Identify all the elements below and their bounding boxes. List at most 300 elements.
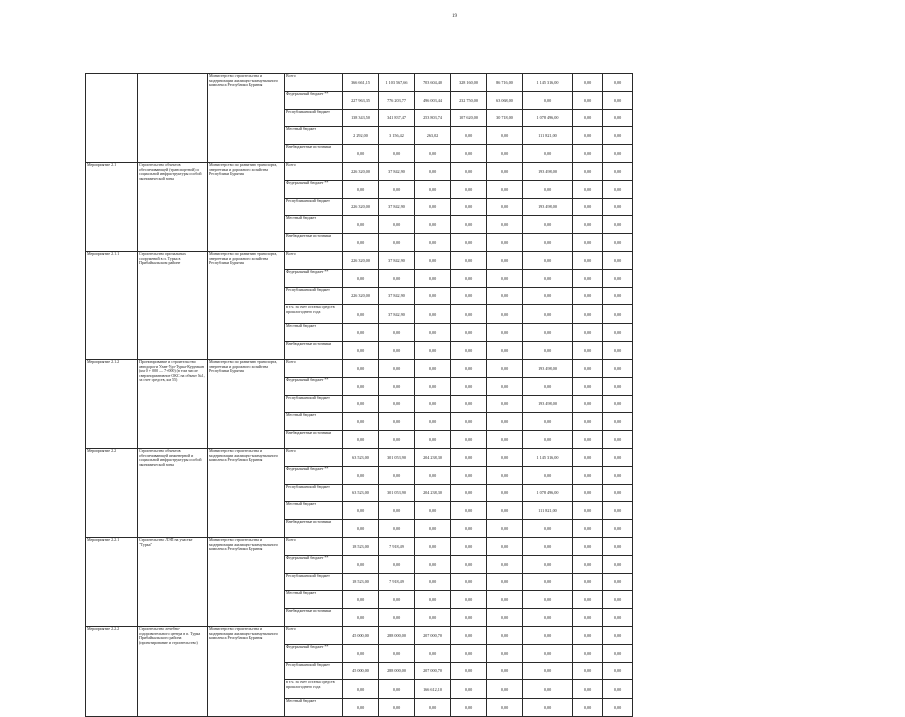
amount-cell: 232 750,00 (451, 91, 487, 109)
amount-cell: 0,00 (573, 109, 603, 127)
amount-cell: 7 918,49 (379, 537, 415, 555)
amount-cell: 0,00 (487, 162, 523, 180)
amount-cell: 193 498,00 (523, 198, 573, 216)
amount-cell: 0,00 (451, 609, 487, 627)
amount-cell: 0,00 (603, 377, 633, 395)
amount-cell: 0,00 (415, 287, 451, 305)
amount-cell: 111 821,00 (523, 502, 573, 520)
amount-cell: 37 842,90 (379, 162, 415, 180)
amount-cell: 776 203,77 (379, 91, 415, 109)
amount-cell: 0,00 (343, 359, 379, 377)
amount-cell: 0,00 (573, 644, 603, 662)
amount-cell: 0,00 (451, 448, 487, 466)
funding-source-label: Внебюджетные источники (285, 234, 343, 252)
measure-executor: Министерство по развитию транспорта, энергетики и дорожного хозяйства Республики Бурятия (208, 359, 285, 448)
amount-cell: 0,00 (573, 662, 603, 680)
amount-cell: 0,00 (487, 342, 523, 360)
amount-cell: 0,00 (573, 573, 603, 591)
amount-cell: 0,00 (451, 359, 487, 377)
amount-cell: 0,00 (343, 269, 379, 287)
measure-name: Строительство ЛЭП на участке "Турка" (138, 537, 208, 626)
amount-cell: 0,00 (487, 216, 523, 234)
amount-cell: 0,00 (415, 269, 451, 287)
amount-cell: 0,00 (451, 162, 487, 180)
amount-cell: 0,00 (451, 305, 487, 324)
amount-cell: 0,00 (603, 234, 633, 252)
amount-cell: 0,00 (451, 234, 487, 252)
amount-cell: 0,00 (415, 413, 451, 431)
amount-cell: 0,00 (343, 680, 379, 699)
amount-cell: 2 292,00 (343, 127, 379, 145)
amount-cell: 0,00 (603, 537, 633, 555)
amount-cell: 0,00 (487, 502, 523, 520)
funding-source-label: Республиканский бюджет (285, 109, 343, 127)
amount-cell: 0,00 (379, 395, 415, 413)
amount-cell: 226 320,00 (343, 287, 379, 305)
measure-executor: Министерство по развитию транспорта, энергетики и дорожного хозяйства Республики Бурятия (208, 251, 285, 359)
amount-cell: 366 661,15 (343, 74, 379, 92)
amount-cell: 0,00 (573, 234, 603, 252)
amount-cell: 0,00 (451, 520, 487, 538)
funding-source-label: Внебюджетные источники (285, 609, 343, 627)
amount-cell: 0,00 (523, 573, 573, 591)
amount-cell: 18 523,00 (343, 537, 379, 555)
amount-cell: 0,00 (415, 609, 451, 627)
amount-cell: 0,00 (603, 644, 633, 662)
amount-cell: 0,00 (603, 395, 633, 413)
measure-code: Мероприятие 2.1 (86, 162, 138, 251)
amount-cell: 0,00 (603, 520, 633, 538)
amount-cell: 0,00 (603, 680, 633, 699)
amount-cell: 0,00 (487, 180, 523, 198)
table-row (86, 359, 633, 377)
amount-cell: 0,00 (573, 74, 603, 92)
measure-code: Мероприятие 2.1.1 (86, 251, 138, 359)
amount-cell: 0,00 (343, 502, 379, 520)
funding-source-label: Местный бюджет (285, 413, 343, 431)
amount-cell: 0,00 (487, 699, 523, 717)
amount-cell: 0,00 (573, 180, 603, 198)
amount-cell: 0,00 (451, 413, 487, 431)
amount-cell: 288 000,00 (379, 626, 415, 644)
funding-source-label: Федеральный бюджет ** (285, 644, 343, 662)
amount-cell: 193 498,00 (523, 395, 573, 413)
amount-cell: 0,00 (573, 502, 603, 520)
amount-cell: 0,00 (573, 626, 603, 644)
amount-cell: 0,00 (523, 644, 573, 662)
amount-cell: 0,00 (451, 680, 487, 699)
funding-source-label: Всего (285, 74, 343, 92)
amount-cell: 301 053,90 (379, 484, 415, 502)
measure-name: Строительство объектов обеспечивающей инженерной и социальной инфраструктуры особой экономической зоны (138, 448, 208, 537)
amount-cell: 253 803,74 (415, 109, 451, 127)
amount-cell: 0,00 (415, 466, 451, 484)
amount-cell: 0,00 (603, 502, 633, 520)
amount-cell: 0,00 (573, 359, 603, 377)
amount-cell: 0,00 (603, 626, 633, 644)
amount-cell: 0,00 (451, 591, 487, 609)
amount-cell: 0,00 (603, 180, 633, 198)
amount-cell: 0,00 (487, 680, 523, 699)
amount-cell: 0,00 (603, 413, 633, 431)
amount-cell: 0,00 (415, 198, 451, 216)
amount-cell: 0,00 (523, 520, 573, 538)
measure-name: Строительство лечебно-оздоровительного центра в п. Турка Прибайкальского района (проектирование и строительство) (138, 626, 208, 716)
amount-cell: 0,00 (573, 431, 603, 449)
amount-cell: 0,00 (343, 555, 379, 573)
amount-cell: 0,00 (451, 466, 487, 484)
amount-cell: 0,00 (379, 342, 415, 360)
amount-cell: 0,00 (573, 145, 603, 163)
amount-cell: 0,00 (415, 520, 451, 538)
funding-source-label: Всего (285, 448, 343, 466)
amount-cell: 0,00 (573, 377, 603, 395)
amount-cell: 0,00 (487, 520, 523, 538)
amount-cell: 0,00 (415, 180, 451, 198)
amount-cell: 0,00 (603, 74, 633, 92)
amount-cell: 0,00 (379, 699, 415, 717)
funding-source-label: Всего (285, 251, 343, 269)
amount-cell: 1 078 496,00 (523, 109, 573, 127)
amount-cell: 0,00 (603, 609, 633, 627)
amount-cell: 0,00 (415, 145, 451, 163)
funding-source-label: Местный бюджет (285, 502, 343, 520)
amount-cell: 0,00 (415, 431, 451, 449)
funding-source-label: Республиканский бюджет (285, 484, 343, 502)
amount-cell: 0,00 (603, 162, 633, 180)
funding-source-label: Местный бюджет (285, 699, 343, 717)
amount-cell: 0,00 (343, 591, 379, 609)
amount-cell: 0,00 (343, 342, 379, 360)
funding-source-label: Республиканский бюджет (285, 198, 343, 216)
measure-executor: Министерство по развитию транспорта, энергетики и дорожного хозяйства Республики Бурятия (208, 162, 285, 251)
amount-cell: 63 523,00 (343, 448, 379, 466)
amount-cell: 0,00 (451, 502, 487, 520)
amount-cell: 0,00 (415, 591, 451, 609)
amount-cell: 0,00 (415, 162, 451, 180)
amount-cell: 0,00 (415, 502, 451, 520)
funding-source-label: в т.ч. за счет остатка средств прошлогоднего года (285, 305, 343, 324)
amount-cell: 0,00 (523, 431, 573, 449)
funding-source-label: Федеральный бюджет ** (285, 377, 343, 395)
amount-cell: 0,00 (487, 431, 523, 449)
amount-cell: 193 498,00 (523, 162, 573, 180)
funding-source-label: Всего (285, 359, 343, 377)
amount-cell: 0,00 (379, 520, 415, 538)
amount-cell: 37 842,90 (379, 305, 415, 324)
amount-cell: 0,00 (603, 466, 633, 484)
amount-cell: 0,00 (523, 180, 573, 198)
amount-cell: 0,00 (379, 216, 415, 234)
amount-cell: 0,00 (451, 145, 487, 163)
amount-cell: 0,00 (573, 555, 603, 573)
amount-cell: 0,00 (487, 198, 523, 216)
measure-code: Мероприятие 2.2 (86, 448, 138, 537)
amount-cell: 107 620,00 (451, 109, 487, 127)
amount-cell: 226 320,00 (343, 162, 379, 180)
amount-cell: 0,00 (603, 251, 633, 269)
amount-cell: 0,00 (603, 484, 633, 502)
amount-cell: 0,00 (573, 680, 603, 699)
funding-source-label: Местный бюджет (285, 216, 343, 234)
amount-cell: 0,00 (379, 180, 415, 198)
amount-cell: 288 000,00 (379, 662, 415, 680)
amount-cell: 86 716,00 (487, 74, 523, 92)
amount-cell: 0,00 (523, 91, 573, 109)
amount-cell: 0,00 (487, 626, 523, 644)
amount-cell: 0,00 (379, 269, 415, 287)
amount-cell: 0,00 (487, 537, 523, 555)
funding-source-label: Всего (285, 162, 343, 180)
measure-name: Строительство причальных сооружений в п. Турка в Прибайкальском районе (138, 251, 208, 359)
amount-cell: 0,00 (523, 699, 573, 717)
amount-cell: 0,00 (603, 573, 633, 591)
amount-cell: 0,00 (343, 180, 379, 198)
amount-cell: 0,00 (379, 234, 415, 252)
amount-cell: 0,00 (573, 251, 603, 269)
amount-cell: 111 821,00 (523, 127, 573, 145)
amount-cell: 37 842,90 (379, 251, 415, 269)
table-row (86, 74, 633, 92)
table-row (86, 537, 633, 555)
amount-cell: 0,00 (415, 395, 451, 413)
amount-cell: 0,00 (573, 699, 603, 717)
amount-cell: 0,00 (487, 555, 523, 573)
amount-cell: 0,00 (415, 699, 451, 717)
amount-cell: 0,00 (415, 324, 451, 342)
amount-cell: 0,00 (573, 466, 603, 484)
measure-executor: Министерство строительства и модернизации жилищно-коммунального комплекса Республики Бурятия (208, 626, 285, 716)
amount-cell: 227 963,35 (343, 91, 379, 109)
measure-executor: Министерство строительства и модернизации жилищно-коммунального комплекса Республики Бурятия (208, 448, 285, 537)
amount-cell: 0,00 (523, 324, 573, 342)
amount-cell: 226 320,00 (343, 251, 379, 269)
measure-executor: Министерство строительства и модернизации жилищно-коммунального комплекса Республики Бурятия (208, 537, 285, 626)
amount-cell: 207 000,70 (415, 626, 451, 644)
amount-cell: 0,00 (573, 448, 603, 466)
amount-cell: 1 145 316,00 (523, 74, 573, 92)
amount-cell: 0,00 (603, 127, 633, 145)
amount-cell: 0,00 (603, 305, 633, 324)
amount-cell: 0,00 (379, 359, 415, 377)
page-number: 19 (452, 14, 457, 19)
amount-cell: 0,00 (487, 324, 523, 342)
amount-cell: 0,00 (603, 431, 633, 449)
amount-cell: 0,00 (523, 591, 573, 609)
table-row (86, 626, 633, 644)
amount-cell: 0,00 (487, 395, 523, 413)
amount-cell: 0,00 (603, 699, 633, 717)
amount-cell: 0,00 (415, 573, 451, 591)
amount-cell: 3 156,42 (379, 127, 415, 145)
amount-cell: 0,00 (573, 162, 603, 180)
amount-cell: 0,00 (415, 251, 451, 269)
amount-cell: 0,00 (523, 216, 573, 234)
amount-cell: 0,00 (523, 377, 573, 395)
amount-cell: 0,00 (603, 216, 633, 234)
amount-cell: 0,00 (573, 537, 603, 555)
funding-source-label: Внебюджетные источники (285, 342, 343, 360)
amount-cell: 0,00 (573, 324, 603, 342)
amount-cell: 193 498,00 (523, 359, 573, 377)
amount-cell: 0,00 (415, 342, 451, 360)
funding-source-label: Внебюджетные источники (285, 520, 343, 538)
amount-cell: 0,00 (523, 305, 573, 324)
amount-cell: 0,00 (415, 359, 451, 377)
amount-cell: 0,00 (487, 448, 523, 466)
amount-cell: 0,00 (523, 662, 573, 680)
amount-cell: 0,00 (603, 591, 633, 609)
amount-cell: 0,00 (451, 662, 487, 680)
amount-cell: 0,00 (451, 699, 487, 717)
amount-cell: 0,00 (523, 537, 573, 555)
amount-cell: 7 918,49 (379, 573, 415, 591)
table-row (86, 251, 633, 269)
measure-executor: Министерство строительства и модернизации жилищно-коммунального комплекса Республики Бурятия (208, 74, 285, 163)
amount-cell: 0,00 (379, 680, 415, 699)
funding-source-label: Местный бюджет (285, 591, 343, 609)
amount-cell: 63 068,00 (487, 91, 523, 109)
funding-source-label: Местный бюджет (285, 324, 343, 342)
funding-source-label: Внебюджетные источники (285, 431, 343, 449)
amount-cell: 0,00 (603, 555, 633, 573)
amount-cell: 0,00 (487, 591, 523, 609)
funding-source-label: Всего (285, 626, 343, 644)
amount-cell: 0,00 (451, 216, 487, 234)
table-row (86, 448, 633, 466)
funding-source-label: Всего (285, 537, 343, 555)
amount-cell: 0,00 (343, 520, 379, 538)
amount-cell: 0,00 (379, 555, 415, 573)
amount-cell: 0,00 (603, 662, 633, 680)
amount-cell: 0,00 (487, 377, 523, 395)
amount-cell: 0,00 (451, 573, 487, 591)
amount-cell: 0,00 (573, 305, 603, 324)
amount-cell: 0,00 (379, 466, 415, 484)
measure-name (138, 74, 208, 163)
table-row (86, 162, 633, 180)
amount-cell: 341 837,47 (379, 109, 415, 127)
funding-source-label: Федеральный бюджет ** (285, 269, 343, 287)
amount-cell: 0,00 (573, 198, 603, 216)
funding-source-label: Республиканский бюджет (285, 287, 343, 305)
amount-cell: 0,00 (523, 269, 573, 287)
amount-cell: 0,00 (573, 591, 603, 609)
amount-cell: 0,00 (487, 251, 523, 269)
amount-cell: 263,02 (415, 127, 451, 145)
amount-cell: 0,00 (343, 377, 379, 395)
amount-cell: 0,00 (603, 359, 633, 377)
amount-cell: 0,00 (487, 269, 523, 287)
amount-cell: 0,00 (379, 644, 415, 662)
amount-cell: 0,00 (523, 287, 573, 305)
amount-cell: 0,00 (523, 234, 573, 252)
amount-cell: 0,00 (523, 251, 573, 269)
amount-cell: 0,00 (603, 287, 633, 305)
amount-cell: 0,00 (523, 680, 573, 699)
amount-cell: 0,00 (379, 431, 415, 449)
measure-name: Строительство объектов обеспечивающей (транспортной) и социальной инфраструктуры особой экономической зоны (138, 162, 208, 251)
amount-cell: 0,00 (523, 413, 573, 431)
amount-cell: 0,00 (343, 413, 379, 431)
amount-cell: 0,00 (343, 145, 379, 163)
amount-cell: 0,00 (451, 431, 487, 449)
amount-cell: 0,00 (415, 537, 451, 555)
amount-cell: 703 604,40 (415, 74, 451, 92)
amount-cell: 207 000,70 (415, 662, 451, 680)
budget-table (85, 73, 633, 717)
amount-cell: 0,00 (573, 395, 603, 413)
amount-cell: 0,00 (603, 198, 633, 216)
amount-cell: 0,00 (523, 342, 573, 360)
amount-cell: 37 842,90 (379, 287, 415, 305)
amount-cell: 0,00 (487, 609, 523, 627)
amount-cell: 0,00 (343, 644, 379, 662)
amount-cell: 0,00 (343, 395, 379, 413)
amount-cell: 0,00 (451, 287, 487, 305)
amount-cell: 0,00 (451, 537, 487, 555)
amount-cell: 0,00 (379, 377, 415, 395)
amount-cell: 0,00 (523, 145, 573, 163)
funding-source-label: Федеральный бюджет ** (285, 91, 343, 109)
amount-cell: 0,00 (451, 251, 487, 269)
amount-cell: 0,00 (415, 377, 451, 395)
amount-cell: 0,00 (451, 127, 487, 145)
amount-cell: 0,00 (573, 520, 603, 538)
amount-cell: 0,00 (573, 413, 603, 431)
amount-cell: 18 523,00 (343, 573, 379, 591)
amount-cell: 0,00 (415, 644, 451, 662)
funding-source-label: Республиканский бюджет (285, 662, 343, 680)
amount-cell: 0,00 (487, 305, 523, 324)
amount-cell: 0,00 (451, 626, 487, 644)
amount-cell: 166 612,10 (415, 680, 451, 699)
amount-cell: 0,00 (451, 198, 487, 216)
amount-cell: 0,00 (523, 466, 573, 484)
amount-cell: 0,00 (487, 662, 523, 680)
amount-cell: 0,00 (343, 234, 379, 252)
amount-cell: 0,00 (451, 555, 487, 573)
amount-cell: 0,00 (343, 216, 379, 234)
amount-cell: 0,00 (487, 466, 523, 484)
amount-cell: 301 053,90 (379, 448, 415, 466)
measure-code: Мероприятие 2.2.1 (86, 537, 138, 626)
amount-cell: 204 238,30 (415, 484, 451, 502)
amount-cell: 0,00 (379, 145, 415, 163)
amount-cell: 0,00 (603, 269, 633, 287)
amount-cell: 0,00 (573, 484, 603, 502)
measure-code: Мероприятие 2.2.2 (86, 626, 138, 716)
amount-cell: 63 523,00 (343, 484, 379, 502)
amount-cell: 0,00 (415, 216, 451, 234)
amount-cell: 0,00 (487, 644, 523, 662)
funding-source-label: Федеральный бюджет ** (285, 180, 343, 198)
amount-cell: 0,00 (487, 413, 523, 431)
amount-cell: 0,00 (379, 591, 415, 609)
amount-cell: 0,00 (487, 573, 523, 591)
amount-cell: 0,00 (603, 324, 633, 342)
amount-cell: 0,00 (415, 234, 451, 252)
amount-cell: 496 003,44 (415, 91, 451, 109)
amount-cell: 226 320,00 (343, 198, 379, 216)
amount-cell: 0,00 (573, 287, 603, 305)
amount-cell: 0,00 (487, 287, 523, 305)
amount-cell: 204 238,30 (415, 448, 451, 466)
amount-cell: 0,00 (523, 626, 573, 644)
measure-code: Мероприятие 2.1.2 (86, 359, 138, 448)
amount-cell: 0,00 (343, 431, 379, 449)
funding-source-label: Республиканский бюджет (285, 395, 343, 413)
